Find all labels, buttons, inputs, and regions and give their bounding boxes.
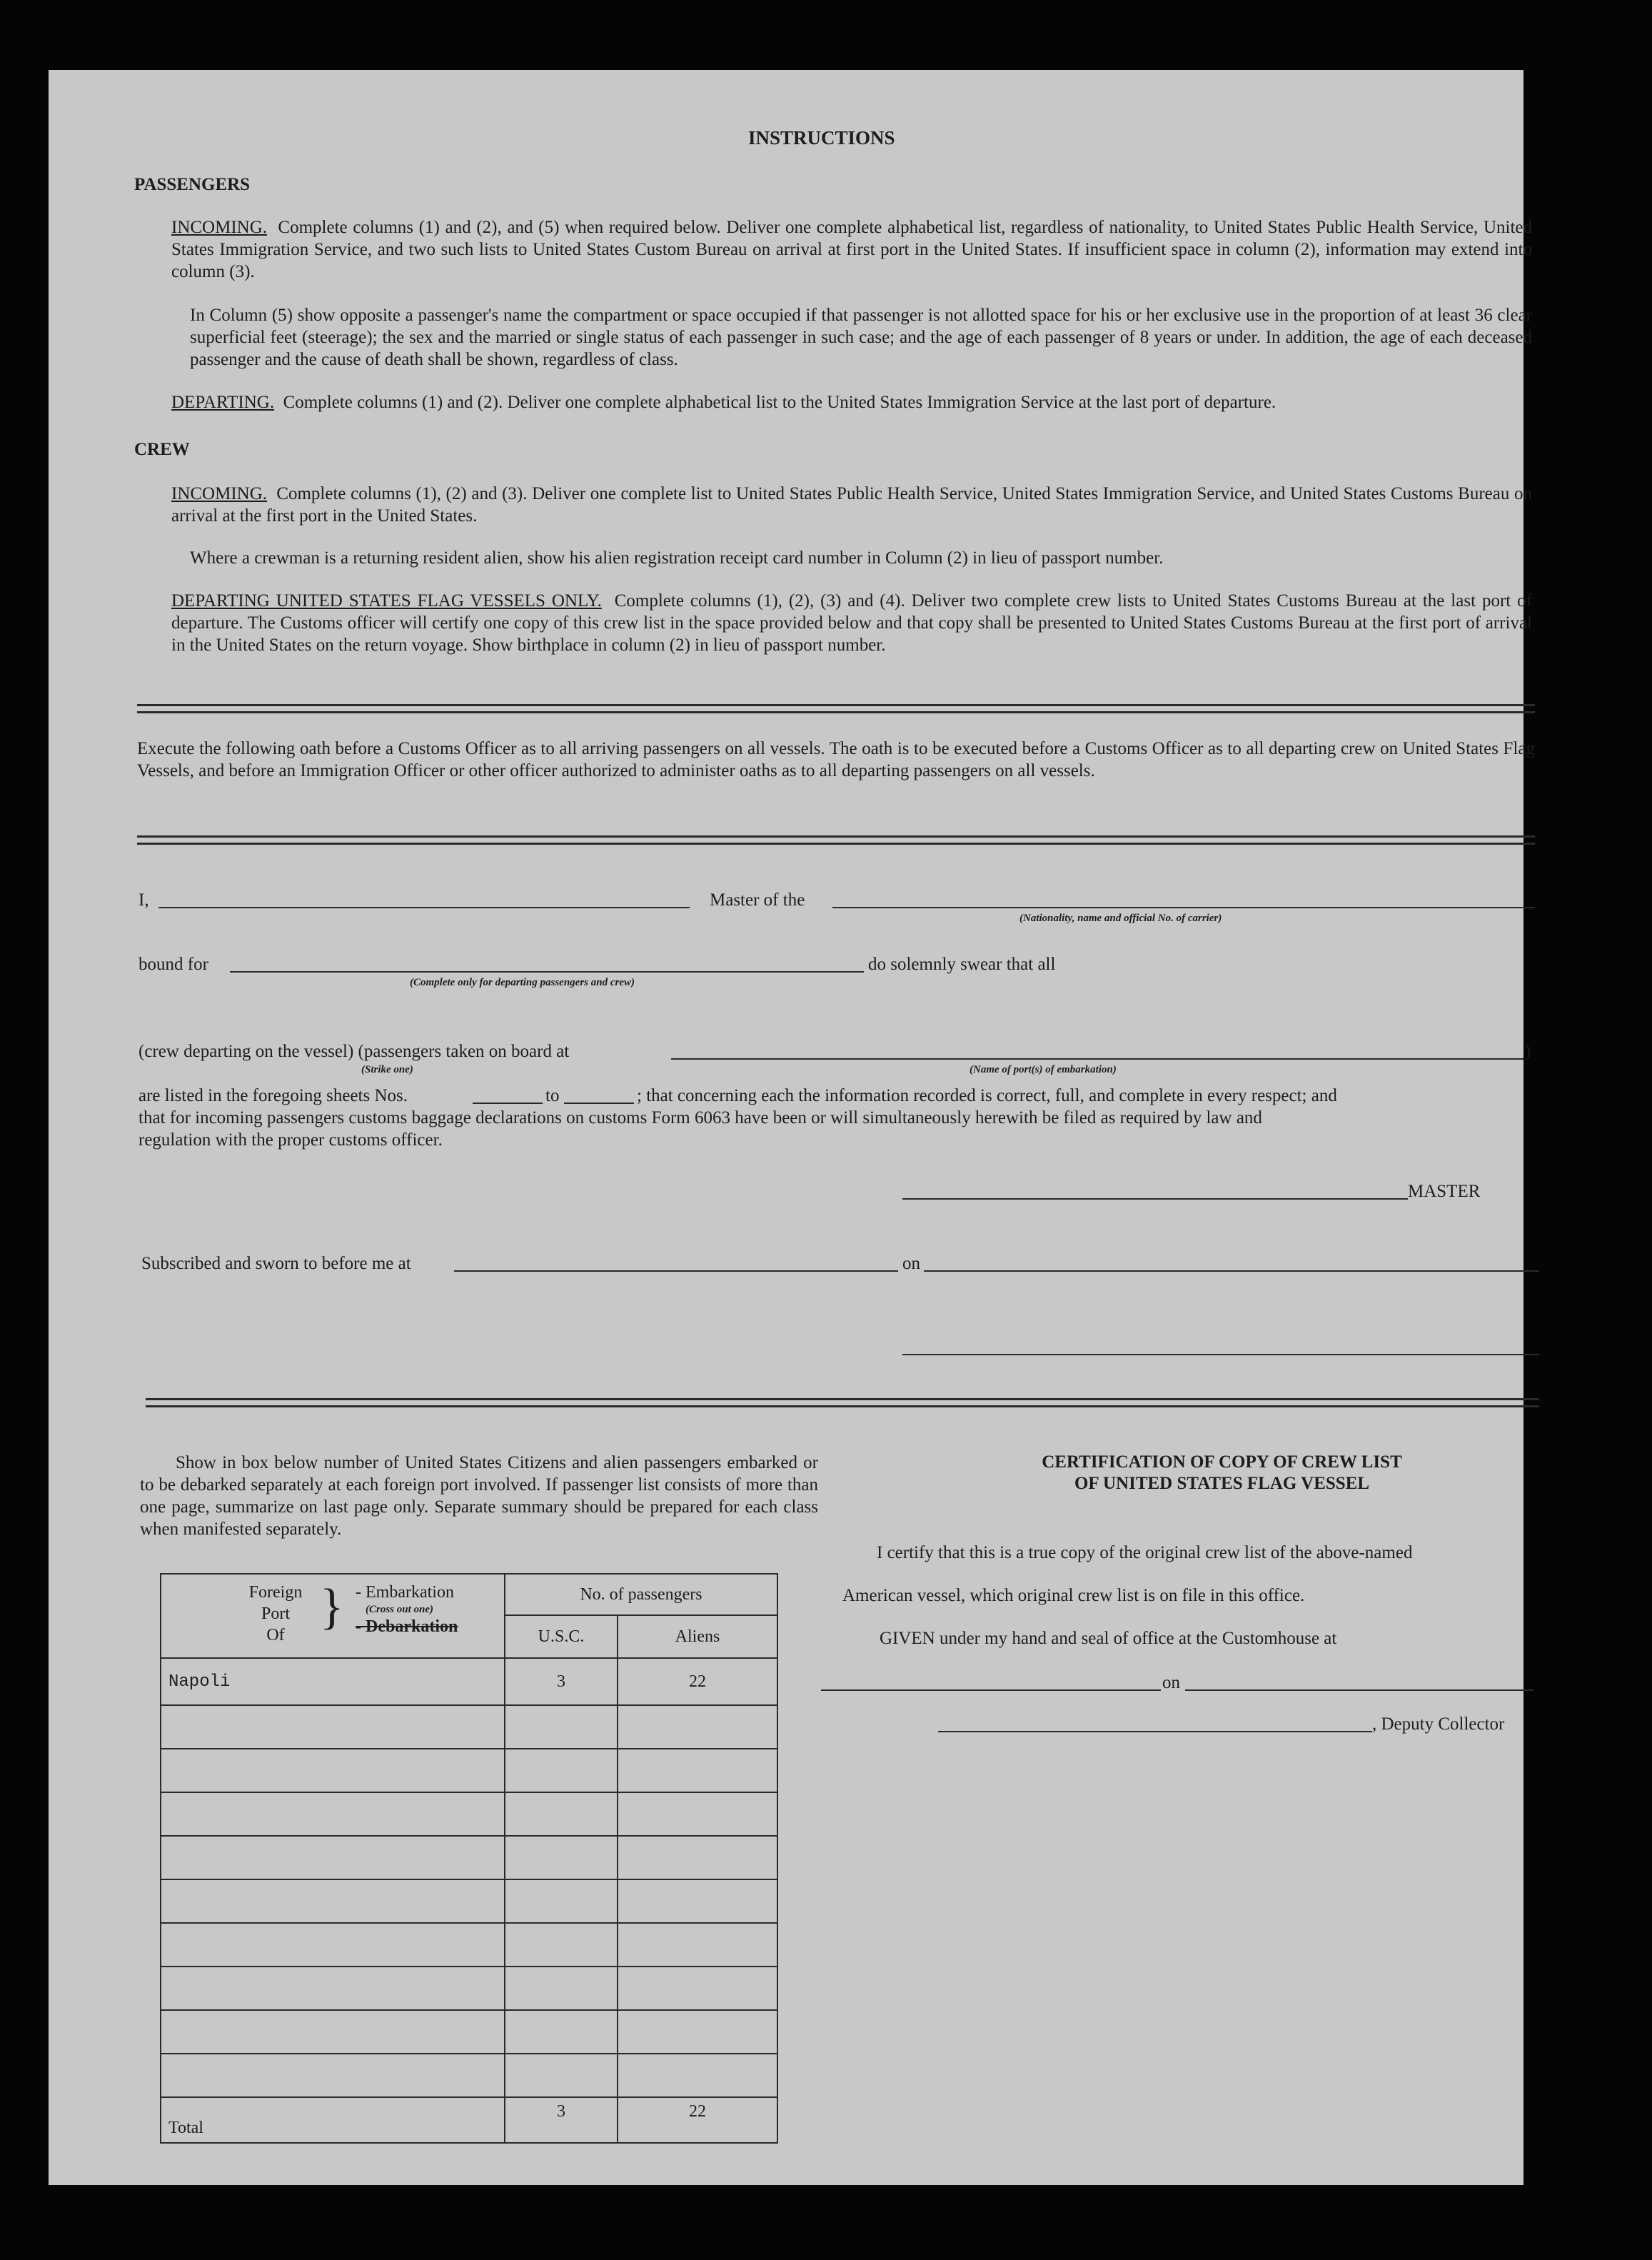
american-vessel-text: American vessel, which original crew list is on file in this office. [842, 1586, 1305, 1605]
certification-title-2: OF UNITED STATES FLAG VESSEL [1074, 1474, 1370, 1493]
port-label: Port [261, 1604, 290, 1623]
usc-cell[interactable] [505, 1792, 618, 1836]
foreign-port-header [161, 1574, 505, 1658]
master-name-field[interactable] [158, 907, 690, 908]
bound-for-label: bound for [138, 955, 208, 974]
port-cell[interactable] [161, 2010, 505, 2054]
summary-row [161, 1749, 777, 1792]
departing-text: Complete columns (1) and (2). Deliver one complete alphabetical list to the United States Immigration Service at the last port of departure. [283, 393, 1276, 412]
flag-vessels-paragraph [171, 590, 1532, 656]
flag-label: DEPARTING UNITED STATES FLAG VESSELS ONLY. [171, 591, 602, 611]
debarkation-label: - Debarkation [356, 1617, 458, 1636]
crew-incoming-text: Complete columns (1), (2) and (3). Deliver one complete list to United States Public Health Service, United States Immigration Service, and United States Customs Bureau on arrival at the first port in the United States. [171, 484, 1532, 526]
sworn-on-label: on [902, 1254, 920, 1273]
aliens-cell[interactable] [618, 1749, 777, 1792]
passenger-summary-table [160, 1573, 778, 2144]
customhouse-field[interactable] [821, 1689, 1161, 1691]
usc-cell[interactable] [505, 1749, 618, 1792]
bound-hint: (Complete only for departing passengers and crew) [410, 977, 635, 988]
summary-row [161, 1967, 777, 2010]
nationality-hint: (Nationality, name and official No. of carrier) [1019, 913, 1222, 924]
summary-row [161, 1792, 777, 1836]
summary-total-row [161, 2097, 777, 2143]
total-aliens: 22 [618, 2097, 777, 2143]
summary-row [161, 1923, 777, 1967]
port-cell[interactable] [161, 1705, 505, 1749]
aliens-cell[interactable] [618, 1967, 777, 2010]
aliens-cell[interactable] [618, 2054, 777, 2097]
usc-cell[interactable] [505, 1705, 618, 1749]
usc-cell[interactable]: 3 [505, 1658, 618, 1705]
usc-cell[interactable] [505, 1879, 618, 1923]
column5-paragraph: In Column (5) show opposite a passenger's name the compartment or space occupied if that passenger is not allotted space for his or her exclusive use in the proportion of at least 36 clear superficial feet (steerage); the sex and the married or single status of each passenger in such case; and the age of each passenger of 8 years or under. In addition, the age of each deceased passenger and the cause of death shall be shown, regardless of class. [190, 306, 1532, 369]
port-cell[interactable] [161, 1923, 505, 1967]
listed-text-2: ; that concerning each the information recorded is correct, full, and complete in every respect; and [637, 1086, 1337, 1105]
oath-intro: Execute the following oath before a Customs Officer as to all arriving passengers on all vessels. The oath is to be executed before a Customs Officer as to all departing crew on United States Flag Vessels, and before an Immigration Officer or other officer authorized to administer oaths as to all departing passengers on all vessels. [137, 739, 1535, 780]
listed-text-1: are listed in the foregoing sheets Nos. [138, 1086, 408, 1105]
sheet-to-field[interactable] [564, 1103, 634, 1104]
master-signature-field[interactable] [902, 1198, 1408, 1200]
subscribed-text: Subscribed and sworn to before me at [141, 1254, 411, 1273]
divider-2 [137, 835, 1535, 845]
aliens-cell[interactable] [618, 1705, 777, 1749]
carrier-field[interactable] [832, 907, 1535, 908]
sworn-place-field[interactable] [454, 1270, 898, 1272]
listed-to: to [545, 1086, 560, 1105]
incoming-text: Complete columns (1) and (2), and (5) when required below. Deliver one complete alphabetical list, regardless of nationality, to United States Public Health Service, United States Immigration Service, and two such lists to United States Custom Bureau on arrival at first port in the United States. If insufficient space in column (2), information may extend into column (3). [171, 218, 1532, 281]
aliens-header: Aliens [618, 1615, 777, 1658]
port-cell[interactable] [161, 1836, 505, 1879]
usc-cell[interactable] [505, 1923, 618, 1967]
incoming-label: INCOMING. [171, 218, 268, 237]
strike-one-hint: (Strike one) [361, 1064, 413, 1075]
summary-intro: Show in box below number of United States Citizens and alien passengers embarked or to be debarked separately at each foreign port involved. If passenger list consists of more than one page, summarize on last page only. Separate summary should be prepared for each class when manifested separately. [140, 1453, 818, 1539]
passengers-heading: PASSENGERS [134, 175, 251, 194]
crew-incoming-paragraph [171, 483, 1532, 527]
port-cell[interactable] [161, 2054, 505, 2097]
usc-cell[interactable] [505, 2010, 618, 2054]
brace-glyph: } [320, 1580, 344, 1634]
bound-for-field[interactable] [230, 971, 864, 973]
summary-rows [161, 1658, 777, 2097]
flag-text: Complete columns (1), (2), (3) and (4). Deliver two complete crew lists to United States Customs Bureau at the last port of departure. The Customs officer will certify one copy of this crew list in the space provided below and that copy shall be presented to United States Customs Bureau at the first port of arrival in the United States on the return voyage. Show birthplace in column (2) in lieu of passport number. [171, 591, 1532, 655]
aliens-cell[interactable] [618, 1923, 777, 1967]
certify-text: I certify that this is a true copy of the original crew list of the above-named [877, 1543, 1413, 1562]
crew-incoming-label: INCOMING. [171, 484, 268, 503]
close-paren: ) [1525, 1042, 1531, 1061]
total-usc: 3 [505, 2097, 618, 2143]
master-label: MASTER [1408, 1182, 1481, 1201]
listed-text-3: that for incoming passengers customs baggage declarations on customs Form 6063 have been or will simultaneously herewith be filed as required by law and [138, 1108, 1262, 1128]
master-of-the: Master of the [710, 890, 805, 910]
total-label: Total [161, 2097, 505, 2143]
divider-1 [137, 704, 1535, 713]
usc-cell[interactable] [505, 1967, 618, 2010]
port-cell[interactable] [161, 1967, 505, 2010]
summary-row [161, 1705, 777, 1749]
aliens-cell[interactable] [618, 2010, 777, 2054]
aliens-cell[interactable] [618, 1792, 777, 1836]
swear-text: do solemnly swear that all [868, 955, 1056, 974]
deputy-collector-label: , Deputy Collector [1372, 1714, 1505, 1734]
summary-row [161, 2054, 777, 2097]
aliens-cell[interactable] [618, 1836, 777, 1879]
crewman-paragraph: Where a crewman is a returning resident alien, show his alien registration receipt card number in Column (2) in lieu of passport number. [190, 548, 1164, 568]
certification-title-1: CERTIFICATION OF COPY OF CREW LIST [1042, 1452, 1402, 1472]
no-passengers-header: No. of passengers [505, 1574, 777, 1615]
usc-cell[interactable] [505, 2054, 618, 2097]
port-cell[interactable] [161, 1879, 505, 1923]
oath-i-label: I, [138, 890, 149, 910]
usc-header: U.S.C. [505, 1615, 618, 1658]
summary-header-row-1 [161, 1574, 777, 1615]
usc-cell[interactable] [505, 1836, 618, 1879]
embarkation-label: - Embarkation [356, 1583, 454, 1602]
divider-3 [146, 1398, 1539, 1407]
sworn-date-field[interactable] [924, 1270, 1539, 1272]
summary-row [161, 1658, 777, 1705]
foreign-label: Foreign [248, 1583, 303, 1602]
aliens-cell[interactable] [618, 1879, 777, 1923]
cross-out-hint: (Cross out one) [366, 1604, 434, 1615]
summary-row [161, 1879, 777, 1923]
summary-row [161, 2010, 777, 2054]
deputy-signature-field[interactable] [938, 1731, 1372, 1732]
passengers-departing-paragraph [171, 391, 1532, 413]
of-label: Of [266, 1626, 285, 1644]
port-hint: (Name of port(s) of embarkation) [969, 1064, 1117, 1075]
listed-text-4: regulation with the proper customs officer. [138, 1130, 443, 1150]
instructions-title: INSTRUCTIONS [748, 127, 895, 149]
port-cell[interactable] [161, 1792, 505, 1836]
embarkation-port-field[interactable] [671, 1058, 1523, 1060]
officer-signature-field[interactable] [902, 1354, 1539, 1355]
summary-row [161, 1836, 777, 1879]
departing-label: DEPARTING. [171, 393, 275, 412]
passengers-incoming-paragraph [171, 216, 1532, 283]
port-cell[interactable]: Napoli [161, 1658, 505, 1705]
certification-date-field[interactable] [1185, 1689, 1533, 1691]
crew-heading: CREW [134, 440, 190, 459]
crew-departing-text: (crew departing on the vessel) (passengers taken on board at [138, 1042, 570, 1061]
given-text: GIVEN under my hand and seal of office at the Customhouse at [880, 1629, 1337, 1648]
sheet-from-field[interactable] [473, 1103, 543, 1104]
aliens-cell[interactable]: 22 [618, 1658, 777, 1705]
port-cell[interactable] [161, 1749, 505, 1792]
certification-on-label: on [1162, 1673, 1180, 1692]
